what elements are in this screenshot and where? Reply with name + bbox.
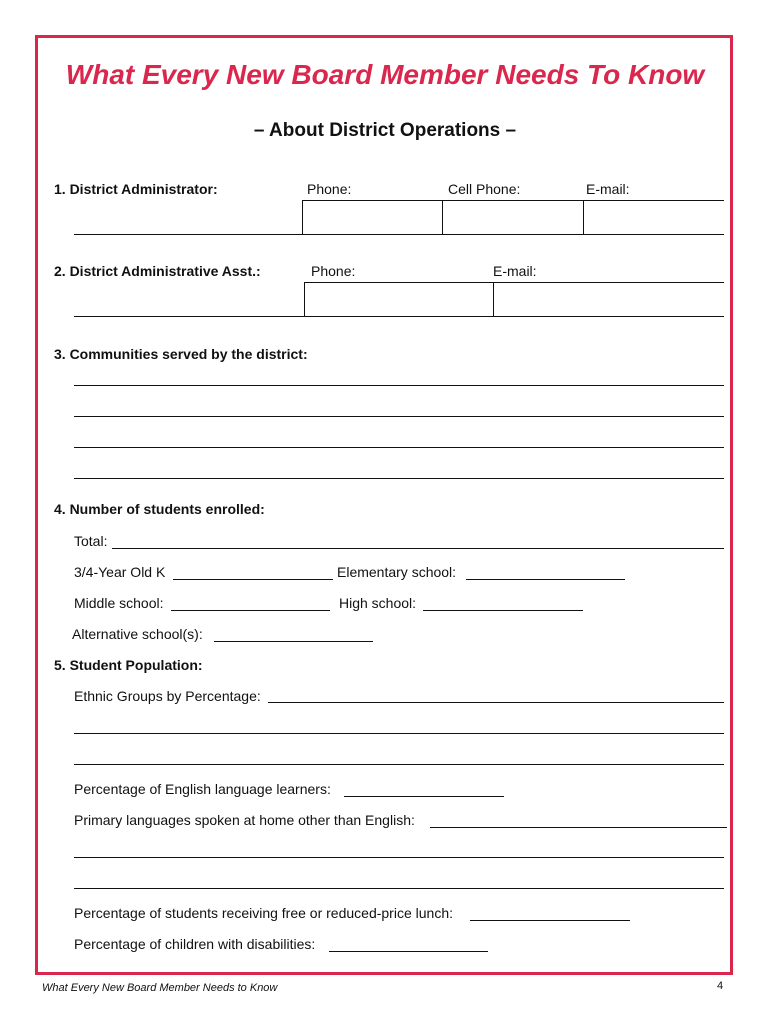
- q1-cell-field[interactable]: [446, 208, 579, 230]
- q4-elementary-field[interactable]: [466, 579, 625, 580]
- q2-email-label: E-mail:: [493, 263, 537, 279]
- q4-total-field[interactable]: [112, 548, 724, 549]
- q1-divider: [442, 200, 443, 234]
- q4-elementary-label: Elementary school:: [337, 564, 457, 580]
- q2-email-field[interactable]: [497, 290, 722, 312]
- q2-divider: [493, 282, 494, 316]
- q5-languages-line[interactable]: [74, 888, 724, 889]
- q4-high-label: High school:: [339, 595, 417, 611]
- q1-phone-field[interactable]: [306, 208, 438, 230]
- q1-label: 1. District Administrator:: [54, 181, 218, 197]
- q1-email-field[interactable]: [587, 208, 722, 230]
- q2-bottom-rule: [74, 316, 724, 317]
- q4-total-label: Total:: [74, 533, 108, 549]
- q5-ethnic-line[interactable]: [74, 733, 724, 734]
- q1-bottom-rule: [74, 234, 724, 235]
- q5-disabilities-label: Percentage of children with disabilities:: [74, 936, 316, 952]
- q5-lunch-label: Percentage of students receiving free or reduced-price lunch:: [74, 905, 453, 921]
- q5-ethnic-line[interactable]: [74, 764, 724, 765]
- q1-top-rule: [302, 200, 724, 201]
- q1-name-field[interactable]: [76, 208, 298, 230]
- q1-divider: [583, 200, 584, 234]
- q3-label: 3. Communities served by the district:: [54, 346, 308, 362]
- q3-answer-line[interactable]: [74, 385, 724, 386]
- q4-middle-field[interactable]: [171, 610, 330, 611]
- q3-answer-line[interactable]: [74, 447, 724, 448]
- q4-alternative-label: Alternative school(s):: [72, 626, 203, 642]
- q5-languages-field[interactable]: [430, 827, 727, 828]
- q2-name-field[interactable]: [76, 290, 300, 312]
- q5-ell-label: Percentage of English language learners:: [74, 781, 331, 797]
- q5-lunch-field[interactable]: [470, 920, 630, 921]
- footer-text: What Every New Board Member Needs to Know: [42, 982, 278, 994]
- q4-k-label: 3/4-Year Old K: [74, 564, 166, 580]
- q5-ell-field[interactable]: [344, 796, 504, 797]
- q4-label: 4. Number of students enrolled:: [54, 501, 265, 517]
- q2-phone-field[interactable]: [308, 290, 489, 312]
- q4-k-field[interactable]: [173, 579, 333, 580]
- q5-languages-line[interactable]: [74, 857, 724, 858]
- q5-ethnic-field[interactable]: [268, 702, 724, 703]
- page-number: 4: [717, 980, 724, 992]
- page-title: What Every New Board Member Needs To Know: [65, 59, 705, 90]
- q2-top-rule: [304, 282, 724, 283]
- q1-phone-label: Phone:: [307, 181, 352, 197]
- page-subtitle: – About District Operations –: [253, 120, 517, 141]
- q1-divider: [302, 200, 303, 234]
- q5-ethnic-label: Ethnic Groups by Percentage:: [74, 688, 261, 704]
- q4-high-field[interactable]: [423, 610, 583, 611]
- q1-cell-label: Cell Phone:: [448, 181, 521, 197]
- q3-answer-line[interactable]: [74, 478, 724, 479]
- q5-label: 5. Student Population:: [54, 657, 203, 673]
- q3-answer-line[interactable]: [74, 416, 724, 417]
- q2-divider: [304, 282, 305, 316]
- q4-middle-label: Middle school:: [74, 595, 164, 611]
- q2-label: 2. District Administrative Asst.:: [54, 263, 261, 279]
- q2-phone-label: Phone:: [311, 263, 356, 279]
- q5-disabilities-field[interactable]: [329, 951, 488, 952]
- q5-languages-label: Primary languages spoken at home other than English:: [74, 812, 415, 828]
- q4-alternative-field[interactable]: [214, 641, 373, 642]
- q1-email-label: E-mail:: [586, 181, 630, 197]
